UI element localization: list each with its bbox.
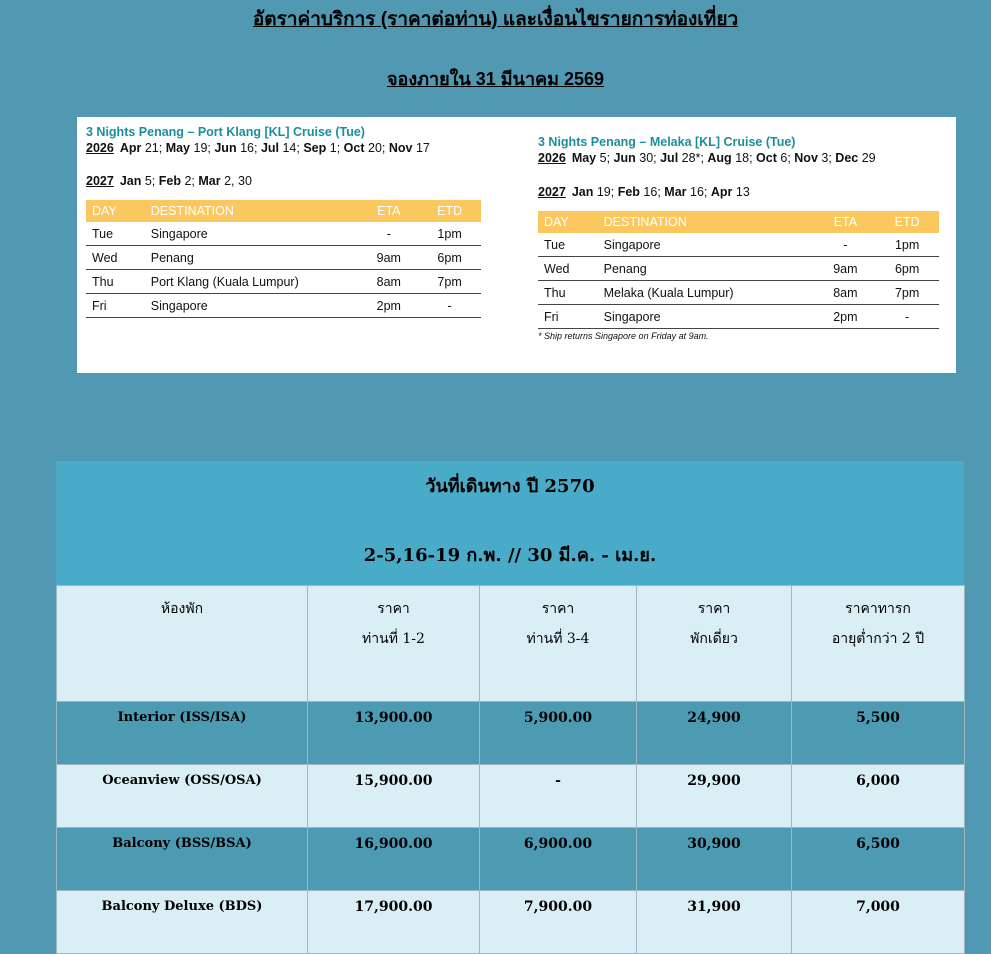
price-cell: 30,900 (637, 828, 792, 891)
itinerary-cell: - (875, 305, 939, 329)
price-cell: - (480, 765, 637, 828)
date-day: 21 (144, 141, 159, 155)
col-price-3-4: ราคา ท่านที่ 3-4 (480, 586, 637, 702)
price-cell: 7,900.00 (480, 891, 637, 954)
itinerary-cell: Thu (538, 281, 598, 305)
itinerary-table-header (538, 211, 939, 233)
itinerary-cell: Singapore (598, 233, 816, 257)
itinerary-column-header: ETA (359, 200, 418, 222)
year-label: 2027 (538, 185, 566, 199)
itinerary-cell: Tue (538, 233, 598, 257)
price-cell: 5,500 (792, 702, 965, 765)
itinerary-row (538, 257, 939, 281)
itinerary-cell: 8am (816, 281, 876, 305)
departure-dates-2027: 2027 Jan 5; Feb 2; Mar 2, 30 (86, 174, 252, 188)
price-cell: 15,900.00 (308, 765, 480, 828)
price-cell: 24,900 (637, 702, 792, 765)
itinerary-cell: - (359, 222, 418, 246)
itinerary-cell: Melaka (Kuala Lumpur) (598, 281, 816, 305)
itinerary-row (86, 222, 481, 246)
date-month: Oct (756, 151, 777, 165)
itinerary-row (86, 246, 481, 270)
itinerary-card (77, 117, 956, 373)
itinerary-penang-port-klang (86, 125, 481, 318)
room-type: Balcony (BSS/BSA) (57, 828, 308, 891)
date-month: Feb (158, 174, 181, 188)
date-day: 16 (240, 141, 254, 155)
itinerary-cell: 2pm (816, 305, 876, 329)
itinerary-cell: - (816, 233, 876, 257)
price-row (57, 891, 965, 954)
date-month: Jan (119, 174, 142, 188)
date-day: 3 (821, 151, 829, 165)
date-day: 16 (690, 185, 704, 199)
departure-dates-2027: 2027 Jan 19; Feb 16; Mar 16; Apr 13 (538, 185, 750, 199)
itinerary-cell: Penang (598, 257, 816, 281)
itinerary-cell: Port Klang (Kuala Lumpur) (145, 270, 360, 294)
itinerary-cell: Thu (86, 270, 145, 294)
itinerary-column-header: ETD (418, 200, 481, 222)
date-month: Nov (794, 151, 818, 165)
itinerary-cell: Singapore (145, 222, 360, 246)
itinerary-name: 3 Nights Penang – Melaka [KL] Cruise (Tue) (538, 135, 796, 149)
date-month: Feb (617, 185, 640, 199)
date-month: Sep (303, 141, 327, 155)
page-title: อัตราค่าบริการ (ราคาต่อท่าน) และเงื่อนไขรายการท่องเที่ยว (252, 9, 739, 30)
price-row (57, 765, 965, 828)
itinerary-table (538, 211, 939, 329)
itinerary-column-header: DAY (538, 211, 598, 233)
date-month: Apr (710, 185, 733, 199)
booking-deadline: จองภายใน 31 มีนาคม 2569 (386, 69, 604, 89)
date-month: Jan (571, 185, 594, 199)
year-label: 2027 (86, 174, 114, 188)
departure-dates-2026: 2026 May 5; Jun 30; Jul 28*; Aug 18; Oct 6; Nov 3; Dec 29 (538, 151, 876, 165)
itinerary-note: * Ship returns Singapore on Friday at 9am. (538, 331, 709, 341)
price-cell: 7,000 (792, 891, 965, 954)
itinerary-cell: 9am (816, 257, 876, 281)
itinerary-cell: Singapore (598, 305, 816, 329)
price-header (56, 461, 964, 585)
itinerary-penang-melaka (538, 135, 939, 341)
date-month: Oct (343, 141, 365, 155)
itinerary-column-header: ETD (875, 211, 939, 233)
price-cell: 29,900 (637, 765, 792, 828)
room-type: Oceanview (OSS/OSA) (57, 765, 308, 828)
price-row (57, 828, 965, 891)
date-month: Nov (388, 141, 413, 155)
itinerary-column-header: ETA (816, 211, 876, 233)
date-month: Jul (660, 151, 679, 165)
date-day: 14 (282, 141, 297, 155)
date-month: Apr (119, 141, 142, 155)
date-month: Aug (707, 151, 732, 165)
itinerary-cell: Singapore (145, 294, 360, 318)
itinerary-name: 3 Nights Penang – Port Klang [KL] Cruise (Tue) (86, 125, 365, 139)
price-cell: 16,900.00 (308, 828, 480, 891)
itinerary-cell: - (418, 294, 481, 318)
date-day: 13 (735, 185, 750, 199)
date-day: 6 (780, 151, 788, 165)
col-room: ห้องพัก (57, 586, 308, 702)
itinerary-row (538, 305, 939, 329)
itinerary-column-header: DAY (86, 200, 145, 222)
date-month: Dec (835, 151, 859, 165)
date-day: 19 (596, 185, 611, 199)
itinerary-cell: Fri (86, 294, 145, 318)
price-cell: 31,900 (637, 891, 792, 954)
itinerary-table (86, 200, 481, 318)
itinerary-row (538, 233, 939, 257)
date-day: 2, 30 (224, 174, 252, 188)
itinerary-cell: Fri (538, 305, 598, 329)
year-label: 2026 (538, 151, 566, 165)
date-day: 30 (639, 151, 654, 165)
price-cell: 13,900.00 (308, 702, 480, 765)
travel-year: วันที่เดินทาง ปี 2570 (425, 476, 595, 497)
date-month: Mar (664, 185, 687, 199)
itinerary-row (86, 270, 481, 294)
price-table (56, 585, 965, 954)
date-month: May (165, 141, 191, 155)
date-day: 18 (735, 151, 750, 165)
itinerary-cell: 6pm (418, 246, 481, 270)
price-cell: 6,900.00 (480, 828, 637, 891)
itinerary-cell: 6pm (875, 257, 939, 281)
date-month: May (571, 151, 597, 165)
date-day: 19 (193, 141, 208, 155)
itinerary-table-header (86, 200, 481, 222)
departure-dates-2026: 2026 Apr 21; May 19; Jun 16; Jul 14; Sep 1; Oct 20; Nov 17 (86, 141, 430, 155)
price-cell: 5,900.00 (480, 702, 637, 765)
col-price-single: ราคา พักเดี่ยว (637, 586, 792, 702)
col-price-1-2: ราคา ท่านที่ 1-2 (308, 586, 480, 702)
itinerary-cell: 7pm (875, 281, 939, 305)
itinerary-column-header: DESTINATION (598, 211, 816, 233)
date-month: Jun (214, 141, 237, 155)
price-table-header (57, 586, 965, 702)
price-cell: 17,900.00 (308, 891, 480, 954)
date-day: 2 (184, 174, 192, 188)
price-row (57, 702, 965, 765)
travel-dates: 2-5,16-19 ก.พ. // 30 มี.ค. - เม.ย. (363, 545, 657, 566)
itinerary-row (538, 281, 939, 305)
itinerary-row (86, 294, 481, 318)
year-label: 2026 (86, 141, 114, 155)
price-cell: 6,500 (792, 828, 965, 891)
itinerary-column-header: DESTINATION (145, 200, 360, 222)
itinerary-cell: 7pm (418, 270, 481, 294)
itinerary-cell: Wed (538, 257, 598, 281)
itinerary-cell: Penang (145, 246, 360, 270)
itinerary-cell: 2pm (359, 294, 418, 318)
itinerary-cell: 1pm (875, 233, 939, 257)
itinerary-cell: Tue (86, 222, 145, 246)
date-day: 5 (599, 151, 607, 165)
itinerary-cell: 1pm (418, 222, 481, 246)
date-day: 28* (681, 151, 701, 165)
price-panel (56, 461, 964, 915)
date-day: 16 (643, 185, 658, 199)
price-cell: 6,000 (792, 765, 965, 828)
date-month: Jul (260, 141, 279, 155)
date-day: 17 (415, 141, 430, 155)
itinerary-cell: 8am (359, 270, 418, 294)
date-day: 20 (368, 141, 382, 155)
date-month: Mar (198, 174, 221, 188)
room-type: Interior (ISS/ISA) (57, 702, 308, 765)
date-day: 29 (861, 151, 876, 165)
room-type: Balcony Deluxe (BDS) (57, 891, 308, 954)
date-day: 5 (144, 174, 152, 188)
col-price-infant: ราคาทารก อายุต่ำกว่า 2 ปี (792, 586, 965, 702)
itinerary-cell: Wed (86, 246, 145, 270)
date-day: 1 (329, 141, 337, 155)
itinerary-cell: 9am (359, 246, 418, 270)
date-month: Jun (613, 151, 636, 165)
